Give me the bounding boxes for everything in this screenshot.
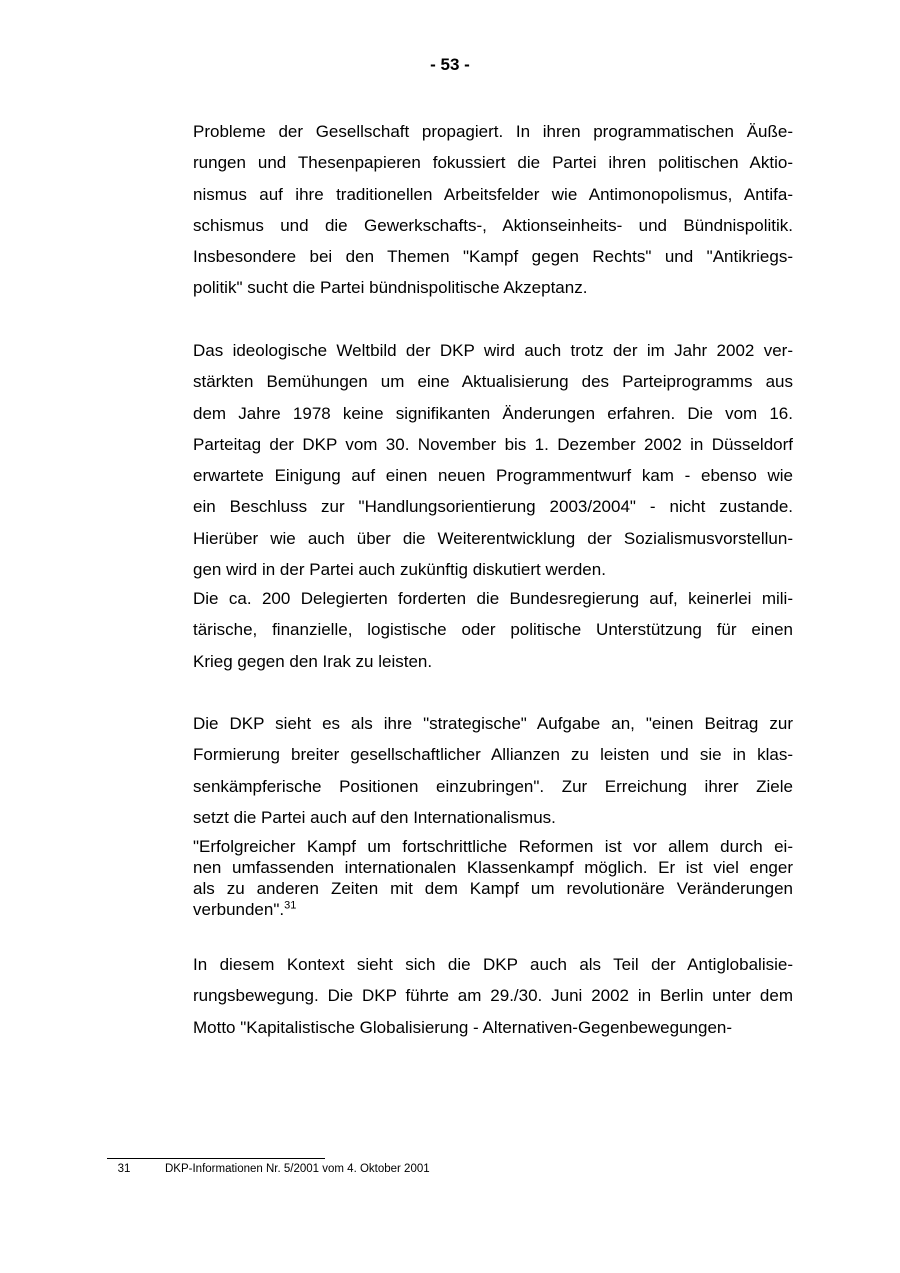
- text-line: rungsbewegung. Die DKP führte am 29./30. Juni 2002 in Berlin unter dem: [193, 986, 793, 1006]
- text-line: In diesem Kontext sieht sich die DKP auch als Teil der Antiglobalisie-: [193, 955, 793, 974]
- text-line: nismus auf ihre traditionellen Arbeitsfelder wie Antimonopolismus, Antifa-: [193, 184, 793, 204]
- text-line: stärkten Bemühungen um eine Aktualisierung des Parteiprogramms aus: [193, 372, 793, 392]
- page-number: - 53 -: [430, 55, 470, 74]
- text-line: Motto "Kapitalistische Globalisierung - Alternativen-Gegenbewegungen-: [193, 1017, 733, 1037]
- text-line: Parteitag der DKP vom 30. November bis 1. Dezember 2002 in Düsseldorf: [193, 434, 793, 454]
- text-line: dem Jahre 1978 keine signifikanten Änderungen erfahren. Die vom 16.: [193, 403, 793, 423]
- footnote-separator: [107, 1158, 325, 1159]
- text-line: setzt die Partei auch auf den Internationalismus.: [193, 807, 556, 827]
- quote-paragraph: [193, 836, 793, 920]
- paragraph-3: [193, 583, 793, 677]
- quote-line-text: verbunden".: [193, 900, 285, 919]
- quote-last-line: [193, 899, 793, 920]
- text-line: senkämpferische Positionen einzubringen". Zur Erreichung ihrer Ziele: [193, 776, 793, 796]
- paragraph-4: [193, 708, 793, 833]
- text-line: Die DKP sieht es als ihre "strategische" Aufgabe an, "einen Beitrag zur: [193, 714, 793, 733]
- text-line: rungen und Thesenpapieren fokussiert die Partei ihren politischen Aktio-: [193, 153, 793, 173]
- footnote: [107, 1161, 707, 1177]
- quote-line: "Erfolgreicher Kampf um fortschrittliche Reformen ist vor allem durch ei-: [193, 837, 793, 856]
- paragraph-1: [193, 116, 793, 304]
- footnote-text: DKP-Informationen Nr. 5/2001 vom 4. Oktober 2001: [165, 1163, 430, 1175]
- text-line: erwartete Einigung auf einen neuen Programmentwurf kam - ebenso wie: [193, 466, 793, 486]
- text-line: Das ideologische Weltbild der DKP wird auch trotz der im Jahr 2002 ver-: [193, 341, 793, 360]
- paragraph-6: [193, 949, 793, 1043]
- footnote-reference[interactable]: 31: [284, 899, 297, 912]
- text-line: Formierung breiter gesellschaftlicher Allianzen zu leisten und sie in klas-: [193, 745, 793, 765]
- text-line: Insbesondere bei den Themen "Kampf gegen Rechts" und "Antikriegs-: [193, 247, 793, 267]
- text-line: Die ca. 200 Delegierten forderten die Bundesregierung auf, keinerlei mili-: [193, 589, 793, 608]
- text-line: Probleme der Gesellschaft propagiert. In ihren programmatischen Äuße-: [193, 122, 793, 141]
- text-line: politik" sucht die Partei bündnispolitische Akzeptanz.: [193, 278, 588, 298]
- footnote-number: 31: [117, 1163, 131, 1175]
- paragraph-2: [193, 335, 793, 585]
- text-line: gen wird in der Partei auch zukünftig diskutiert werden.: [193, 560, 606, 580]
- text-line: schismus und die Gewerkschafts-, Aktionseinheits- und Bündnispolitik.: [193, 215, 793, 235]
- text-line: tärische, finanzielle, logistische oder politische Unterstützung für einen: [193, 620, 793, 640]
- text-line: Krieg gegen den Irak zu leisten.: [193, 651, 433, 671]
- text-line: Hierüber wie auch über die Weiterentwicklung der Sozialismusvorstellun-: [193, 528, 793, 548]
- quote-line: als zu anderen Zeiten mit dem Kampf um revolutionäre Veränderungen: [193, 879, 793, 898]
- text-line: ein Beschluss zur "Handlungsorientierung 2003/2004" - nicht zustande.: [193, 497, 793, 517]
- quote-line: nen umfassenden internationalen Klassenkampf möglich. Er ist viel enger: [193, 858, 793, 877]
